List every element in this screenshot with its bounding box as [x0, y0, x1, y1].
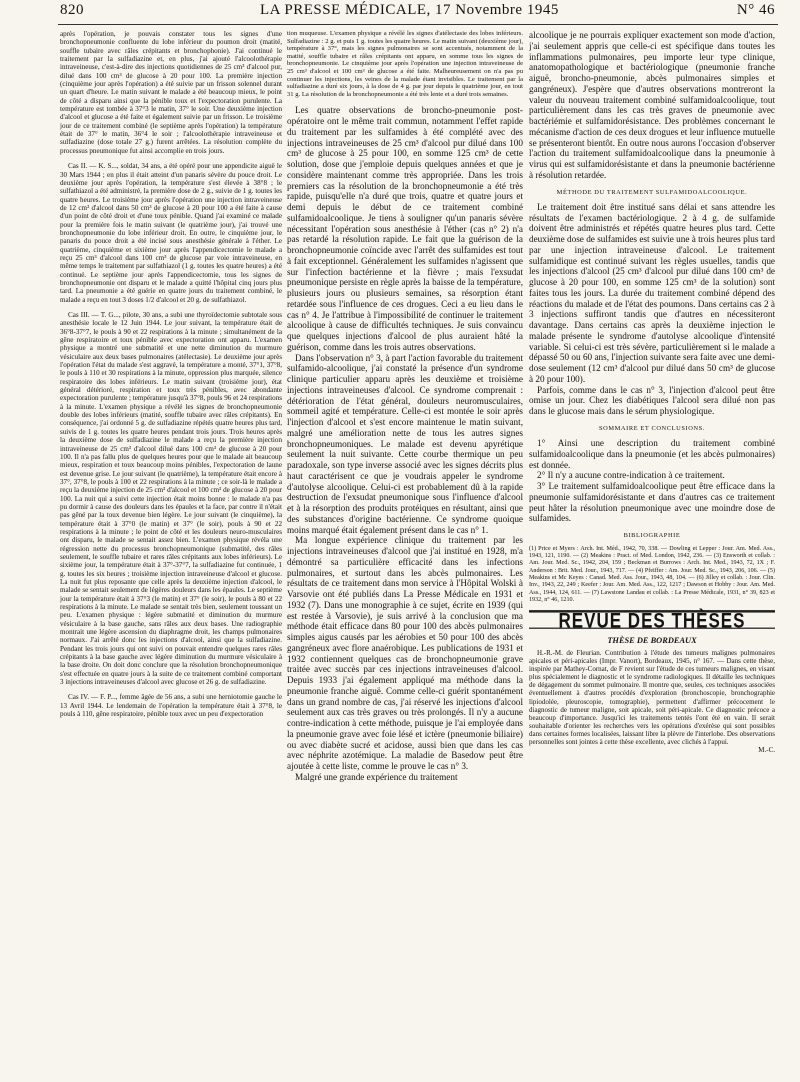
paragraph: Ma longue expérience clinique du traitement par les injections intraveineuses d'alcool que j'ai institué en 1928, m'a démontré sa particulière efficacité dans les infections pulmonaires, et surtout dans les abcès pulmonaires. Les résultats de ce traitement dans mon service à l'Hôpital Wolski à Varsovie ont été publiés dans La Presse Médicale en 1931 et 1932 (7). Dans une monographie à ce sujet, écrite en 1939 (qui est restée à Varsovie), je suis arrivé à la conclusion que ma méthode était efficace dans 80 pour 100 des abcès pulmonaires simples aigus causés par les aérobies et 50 pour 100 des abcès gangréneux avec flore anaérobique. Les publications de 1931 et 1932 contiennent quelques cas de bronchopneumonie grave traitée avec succès par ces injections intraveineuses d'alcool. Depuis 1933 j'ai également appliqué ma méthode dans la pneumonie franche aiguë. Comme celle-ci guérit spontanément dans un grand nombre de cas, j'ai réservé les injections d'alcool seulement aux cas très graves ou très prolongés. Il n'y a aucune contre-indication à cette méthode, puisque je l'ai employée dans la pneumonie grave avec foie lésé et ictère (pneumonie biliaire) ou avec diabète sucré et acidose, aussi bien que dans les cas avec néphrite azotémique. La maladie de Basedow peut être ajoutée à cette liste, comme le prouve le cas n° 3. [287, 535, 523, 772]
header-rule [58, 24, 778, 25]
paragraph: Malgré une grande expérience du traitement [295, 771, 458, 782]
column-1 [60, 30, 282, 1075]
section-heading-bibliography: BIBLIOGRAPHIE [623, 532, 681, 540]
paragraph: Parfois, comme dans le cas n° 3, l'injection d'alcool peut être omise un jour. Chez les diabétiques l'alcool sera dilué non pas dans le glucose mais dans le sérum physiologique. [529, 384, 775, 417]
paragraph-case-2: Cas II. — K. S..., soldat, 34 ans, a été opéré pour une appendicite aiguë le 30 Mars 1944 ; en plus il était atteint d'un panaris sévère du pouce droit. Le deuxième jour après l'opération, la température s'est élevée à 38°8 ; le sulfathiazol a été administré, la première dose de 2 g., suivie de 1 g. toutes les quatre heures. Le troisième jour après l'opération une injection intraveineuse de 12 cm³ d'alcool dans 50 cm³ de glucose à 20 pour 100 a été faite à cause d'un point de côté droit et d'une toux pénible. Quand j'ai examiné ce malade pour la première fois le matin suivant (le quatrième jour), j'ai trouvé une bronchopneumonie du lobe inférieur droit. En outre, le cinquième jour, le panaris du pouce droit a été incisé sous anesthésie générale à l'éther. Le quatrième, cinquième et sixième jour après l'appendicectomie le malade a reçu 25 cm³ d'alcool dans 100 cm³ de glucose par voie intraveineuse, en même temps le traitement par sulfathiazol (1 g. toutes les quatre heures) a été continué. Le septième jour après l'appendicectomie, tous les signes de bronchopneumonie ont disparu et le malade a quitté l'hôpital cinq jours plus tard. La pneumonie a été guérie en quatre jours du traitement combiné, le malade a reçu en tout 3 doses 1/2 d'alcool et 20 g. de sulfathiazol. [60, 162, 282, 304]
summary-item: 1° Ainsi une description du traitement combiné sulfamidoalcoolique dans la pneumonie (et les abcès pulmonaires) est donnée. [529, 438, 775, 470]
column-2 [287, 30, 523, 1078]
issue-number: N° 46 [736, 2, 775, 18]
revue-des-theses-title: REVUE DES THÈSES [529, 610, 775, 629]
paragraph-case-4: Cas IV. — F. P..., femme âgée de 56 ans, a subi une herniotomie gauche le 13 Avril 1944. Le lendemain de l'opération la température était à 37°8, le pouls à 110, gêne respiratoire, pénible toux avec un peu d'expectoration [60, 693, 282, 719]
bibliography-entries: (1) Price et Myers : Arch. Int. Méd., 1942, 70, 338. — Dowling et Lepper : Jour. Am. Med. Ass., 1943, 121, 1190. — (2) Meakins : Pract. of Med. London, 1942, 236. — (3) Ensworth et collab. : Am. Jour. Med. Sc., 1942, 204, 159 ; Beckman et Burrows : Arch. Int. Med., 1943, 72, 1X ; F. Anderson : Brit. Med. Jour., 1943, 717. — (4) Pfeiffer : Am. Jour. Med. Sc., 1943, 206, 106. — (5) Meakins et Mc Keyes : Canad. Med. Ass. Jour., 1943, 48, 104. — (6) Jilley et collab. : Jour. Clin. Inv., 1943, 22, 249 ; Keefer : Jour. Am. Med. Ass., 122, 1217 ; Dawson et Hobby : Jour. Am. Med. Ass., 1944, 124, 611. — (7) Lawstone Landau et collab. : La Presse Médicale, 1931, n° 39, 823 et 1932, n° 46, 1210. [529, 545, 775, 603]
these-de-bordeaux-subtitle: THÈSE DE BORDEAUX [607, 635, 697, 645]
paragraph: alcoolique je ne pourrais expliquer exactement son mode d'action, j'ai seulement appris que celle-ci est spécifique dans toutes les inflammations pulmonaires, peu importe leur type clinique, anatomopathologique et bactériologique (pneumonie franche aiguë, broncho-pneumonie, abcès pulmonaires simples et gangréneux). J'espère que d'autres observations montreront la valeur du nouveau traitement combiné sulfamidoalcoolique, tout particulièrement dans les cas très graves de pneumonie avec bactériémie et sulfamidorésistance. Des problèmes concernant le mécanisme d'action de ces deux drogues et leur influence mutuelle se présenteront bientôt. En outre nous aurons l'occasion d'observer l'action du traitement sulfamidoalcoolique dans la pneumonie à virus qui est sulfamidorésistante et dans la pneumonie bactérienne à résolution retardée. [529, 30, 775, 180]
section-heading-summary: SOMMAIRE ET CONCLUSIONS. [598, 424, 706, 432]
summary-item: 3° Le traitement sulfamidoalcoolique peut être efficace dans la pneumonie sulfamidorésistante et dans d'autres cas ce traitement peut hâter la résolution pneumonique avec une moindre dose de sulfamides. [529, 481, 775, 524]
review-signature: M.-C. [758, 746, 775, 755]
section-heading-method: MÉTHODE DU TRAITEMENT SULFAMIDOALCOOLIQUE. [556, 188, 748, 196]
paragraph: tion muqueuse. L'examen physique a révélé les signes d'atélectasie des lobes inférieurs. Sulfadiazine : 2 g. et puis 1 g. toutes les quatre heures. Le matin suivant (deuxième jour), température à 37°, mais les signes pulmonaires se sont accentués, notamment de la matité, souffle tubaire et râles crépitants ont apparu, en somme tous les signes de bronchopneumonie. Le cinquième jour après l'opération une injection intraveineuse de 25 cm³ d'alcool et 100 cm³ de glucose a été faite. Malheureusement on n'a pas pu continuer les injections, les veines de la malade étant invisibles. Le traitement par la sulfadiazine a duré six jours, à la dose de 4 g. par jour depuis le quatrième jour, en tout 31 g. La résolution de la bronchopneumonie a été très lente et a duré trois semaines. [287, 30, 523, 98]
bibliography [529, 546, 775, 605]
paragraph-case-3: Cas III. — T. G..., pilote, 30 ans, a subi une thyroïdectomie subtotale sous anesthésie locale le 12 Juin 1944. Le jour suivant, la température était de 36°8-37°7, le pouls à 90 et 22 respirations à la minute ; simultanément de la gêne respiratoire et toux pénible avec expectoration ont apparu. L'examen physique a montré une submatité et une nette diminution du murmure vésiculaire aux deux bases pulmonaires (atélectasie). Le deuxième jour après l'opération l'état du malade s'est aggravé, la température a monté, 37°1, 37°8, le pouls à 110 et 30 respirations à la minute, oppression plus marquée, silence respiratoire des lobes inférieurs. Le matin suivant (troisième jour), état général détérioré, respiration et toux très pénibles, avec abondante expectoration purulente ; température jusqu'à 37°8, pouls 96 et 24 respirations à la minute. L'examen physique a révélé les signes de bronchopneumonie double des lobes inférieurs (matité, souffle tubaire avec râles crépitants). En conséquence, j'ai ordonné 5 g. de sulfadiazine répétés quatre heures plus tard, suivis de 1 g. toutes les quatre heures pendant trois jours. Trois heures après la deuxième dose de sulfadiazine le malade a reçu la première injection intraveineuse de 25 cm³ d'alcool dilué dans 100 cm³ de glucose à 20 pour 100. Il n'a pas fallu plus de quelques heures pour que le malade ait beaucoup mieux, respiration et toux beaucoup moins pénibles, l'expectoration de laune est devenue grise. Le jour suivant (le quatrième), la température était encore à 37°, 37°8, le pouls à 100 et 22 respirations à la minute ; ce soir-là le malade a reçu la deuxième injection de 25 cm³ d'alcool et 100 cm³ de glucose à 20 pour 100. La nuit qui a suivi cette injection était moins bonne : le malade n'a pas pu dormir à cause des douleurs dans les épaules et la face, par contre il n'était pas gêné par la toux devenue bien légère. Le jour suivant (le cinquième), la température était à 37°0 (le matin) et 37° (le soir), pouls à 90 et 22 respirations à la minute ; le point de côté et les douleurs neuro-musculaires ont disparu, le malade se sentait assez bien. L'examen physique révéla une régression nette du processus bronchopneumonique (submatité, des râles seulement, le souffle tubaire et rares râles crépitants aux lobes inférieurs). Le sixième jour, la température était à 37°-37°7, la sulfadiazine fut continuée, 1 g. toutes les six heures ; troisième injection intraveineuse d'alcool et glucose. La nuit fut plus reposante que celle après la deuxième injection d'alcool, le malade se sentait seulement de légères douleurs dans les épaules. Le septième jour la température était à 37°3 (le matin) et 37° (le soir), le pouls à 80 et 22 respirations à la minute. Le malade se sentait très bien, seulement toussant un peu. L'examen physique : légère submatité et diminution du murmure vésiculaire à la base gauche, sans râles aux deux bases. Une radiographie montrait une légère ascension du diaphragme droit, les champs pulmonaires normaux. J'ai arrêté donc les injections d'alcool, ainsi que la sulfadiazine. Pendant les trois jours qui ont suivi on pouvait entendre quelques rares râles crépitants à la base gauche avec légère diminution du murmure vésiculaire à la base droite. On doit donc conclure que la résolution bronchopneumonique s'est effectuée en quatre jours à la suite de ce traitement combiné comportant 3 injections intraveineuses d'alcool avec glucose et 26 g. de sulfadiazine. [60, 311, 282, 687]
page-number: 820 [60, 2, 84, 18]
paragraph: Les quatre observations de broncho-pneumonie post-opératoire ont le même trait commun, notamment l'effet rapide du traitement par les sulfamides à été complété avec des injections intraveineuses de 25 cm³ d'alcool pur dilué dans 100 cm³ de glucose à 25 pour 100, en somme 125 cm³ de cette solution, dose que j'emploie depuis quelques années et que je considère maintenant comme très appropriée. Dans les trois premiers cas la résolution de la bronchopneumonie a été très rapide, puisqu'elle n'a duré que trois, quatre et quatre jours et demi depuis le début de ce traitement combiné sulfamidoalcoolique. Je tiens à souligner qu'un panaris sévère nécessitant l'opération sous anesthésie à l'éther (cas n° 2) n'a pas retardé la résolution rapide. Le fait que la guérison de la bronchopneumonie coïncide avec l'arrêt des sulfamides est tout à fait exceptionnel. Généralement les sulfamides n'agissent que sur l'infection bactérienne et la fièvre ; mais l'exsudat pneumonique persiste en règle après la baisse de la température, plusieurs jours ou plusieurs semaines, sa résorption étant retardée sous l'influence de ces drogues. Ceci a eu lieu dans le cas n° 4. Je l'attribue à l'impossibilité de continuer le traitement alcoolique à cause de difficultés techniques. Je suis convaincu que quelques injections d'alcool de plus auraient hâté la guérison, comme dans les trois autres observations. [287, 105, 523, 352]
page-header [60, 2, 775, 20]
column-3 [529, 30, 775, 1078]
thesis-review: H.-R.-M. de Fleurian. Contribution à l'étude des tumeurs malignes pulmonaires apicales et péri-apicales (Impr. Vanort), Bordeaux, 1945, n° 167. — Dans cette thèse, inspirée par Mathey-Cornat, de F revient sur l'étude de ces tumeurs malignes, en visant plus spécialement le diagnostic et le syndrome radiologiques. Il détaille les techniques de dégagement du sommet pulmonaire. Il montre que, seules, ces techniques associées éventuellement à d'autres procédés d'exploration (bronchoscopie, bronchographie lipiodolée, pleuroscopie, tomographie), permettent d'affirmer précocement le diagnostic de tumeur maligne, soit apicale, soit péri-apicale. Ce diagnostic précoce a beaucoup d'importance. Jusqu'ici les traitements tentés l'ont été en vain. Il serait souhaitable d'orienter les recherches vers les opérations d'exérèse qui sont possibles dans certaines formes localisées, laissant libre la plèvre de l'interlobe. Des observations personnelles sont jointes à cette thèse excellente, avec clichés à l'appui. [529, 648, 775, 746]
paragraph: Le traitement doit être institué sans délai et sans attendre les résultats de l'examen bactériologique. 2 à 4 g. de sulfamide doivent être administrés et répétés quatre heures plus tard. Cette deuxième dose de sulfamides est suivie une à trois heures plus tard par une injection intraveineuse d'alcool. Le traitement sulfamidique est continué suivant les règles usuelles, tandis que les injections d'alcool (25 cm³ d'alcool pur dilué dans 100 cm³ de glucose à 20 pour 100, en somme 125 cm³ de la solution) sont faites tous les jours. La durée du traitement combiné dépend des réactions du malade et de l'état des poumons. Dans certains cas 2 à 3 injections suffiront tandis que d'autres en nécessiteront davantage. Dans certains cas après la deuxième injection le malade présente le syndrome d'autolyse alcoolique d'intensité variable. Si celui-ci est très sévère, particulièrement si le malade a dépassé 50 ou 60 ans, l'injection suivante sera faite avec une demi-dose seulement (12 cm³ d'alcool pur dilué dans 50 cm³ de glucose à 20 pour 100). [529, 201, 775, 384]
journal-title: LA PRESSE MÉDICALE, 17 Novembre 1945 [260, 2, 559, 18]
paragraph: après l'opération, je pouvais constater tous les signes d'une bronchopneumonie confluente du lobe inférieur du poumon droit (matité, souffle tubaire avec râles crépitants et bronchophonie). J'ai continué le traitement par la sulfadiazine et, en plus, j'ai ajouté l'alcoolothérapie intraveineuse, c'est-à-dire des injections quotidiennes de 25 cm³ d'alcool pur, dilué dans 100 cm³ de glucose à 20 pour 100. La première injection (cinquième jour après l'opération) a été suivie par un frisson solennel durant un quart d'heure. Le matin suivant le malade a été beaucoup mieux, le point de côté a disparu ainsi que la pénible toux et l'expectoration purulente. La température est tombée à 37°3 le matin, 37° le soir. Une deuxième injection d'alcool et glucose a été faite et également suivie par un frisson. Le troisième jour de ce traitement combiné (le septième après l'opération) la température était de 37° le matin, 36°4 le soir ; l'alcoolothérapie intraveineuse et sulfadiazine (dose totale 27 g.) furent arrêtées. La résolution complète du processus pneumonique fut ainsi accomplie en trois jours. [60, 30, 282, 155]
summary-item: 2° Il n'y a aucune contre-indication à ce traitement. [537, 470, 725, 481]
paragraph: Dans l'observation n° 3, à part l'action favorable du traitement sulfamido-alcoolique, j'ai constaté la présence d'un syndrome clinique particulier apparu après les deuxième et troisième injections intraveineuses d'alcool. Ce syndrome comprenait : détérioration de l'état général, douleurs neuromusculaires, sommeil agité et température. Celle-ci est montée le soir après l'injection d'alcool et s'est encore maintenue le matin suivant, malgré une amélioration nette de tous les autres signes bronchopneumoniques. Le malade est devenu apyrétique seulement la nuit suivante. Cette courbe thermique un peu paradoxale, son type inverse associé avec les signes décrits plus haut caractérisent ce que je voudrais appeler le syndrome d'autolyse alcoolique. Celui-ci est probablement dû à la rapide destruction de l'exsudat pneumonique sous l'influence d'alcool et à la résorption des produits protéiques en résultant, ainsi que des substances d'origine bactérienne. Ce syndrome quoique moins marqué était également présent dans le cas n° 1. [287, 352, 523, 535]
